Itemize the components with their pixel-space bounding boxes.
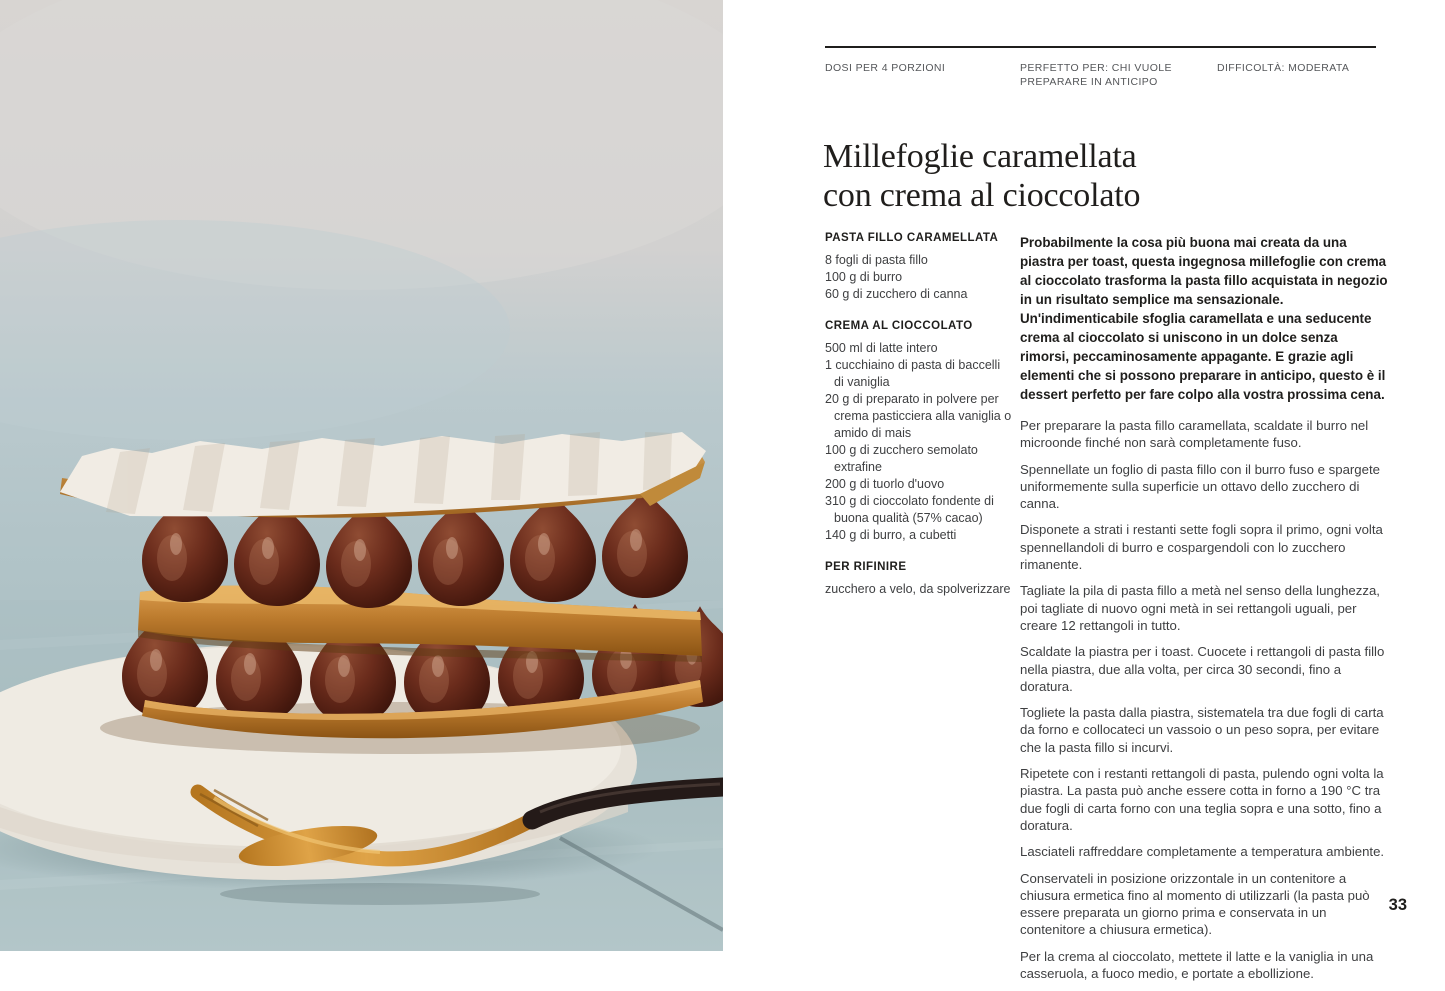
servings-label: DOSI PER 4 PORZIONI (825, 62, 946, 74)
ingredient-item: 140 g di burro, a cubetti (825, 528, 957, 542)
ingredient-section (825, 319, 1012, 544)
ingredient-items (825, 252, 1012, 303)
method-steps (1020, 417, 1388, 982)
ingredient-item: 20 g di preparato in polvere per crema pasticciera alla vaniglia o amido di mais (825, 392, 1012, 440)
recipe-intro: Probabilmente la cosa più buona mai creata da una piastra per toast, questa ingegnosa millefoglie con crema al cioccolato trasforma la pasta fillo acquistata in negozio in un risultato semplice ma sensazionale. Un'indimenticabile sfoglia caramellata e una seducente crema al cioccolato si uniscono in un dolce senza rimorsi, peccaminosamente appagante. E grazie agli elementi che si possono preparare in anticipo, questo è il dessert perfetto per fare colpo alla vostra prossima cena. (1020, 235, 1388, 402)
recipe-title-line1: Millefoglie caramellata (823, 138, 1137, 175)
method-step: Lasciateli raffreddare completamente a temperatura ambiente. (1020, 844, 1385, 860)
method-step: Ripetete con i restanti rettangoli di pasta, pulendo ogni volta la piastra. La pasta può anche essere cotta in forno a 190 °C tra due fogli di carta forno con una teglia sopra e una sotto, fino a doratura. (1020, 766, 1384, 833)
method-step: Per preparare la pasta fillo caramellata, scaldate il burro nel microonde finché non sarà completamente fuso. (1020, 418, 1369, 451)
recipe-title-line2: con crema al cioccolato (823, 176, 1141, 214)
method-step: Scaldate la piastra per i toast. Cuocete i rettangoli di pasta fillo nella piastra, due alla volta, per circa 30 secondi, fino a doratura. (1020, 644, 1385, 694)
method-step: Tagliate la pila di pasta fillo a metà nel senso della lunghezza, poi tagliate di nuovo ogni metà in sei rettangoli uguali, per creare 12 rettangoli in tutto. (1020, 583, 1380, 633)
ingredient-item: 8 fogli di pasta fillo (825, 253, 928, 267)
recipe-photo (0, 0, 723, 951)
ingredients-list (825, 231, 1012, 614)
ingredient-section-heading: CREMA AL CIOCCOLATO (825, 320, 973, 332)
method-step: Disponete a strati i restanti sette fogli sopra il primo, ogni volta spennellandoli di burro e cospargendoli con lo zucchero rimanente. (1020, 522, 1383, 573)
millefoglie-photo-illustration (0, 0, 723, 951)
header-rule (825, 46, 1376, 48)
method-column (1020, 233, 1388, 991)
ingredient-items (825, 581, 1012, 598)
ingredient-item: 310 g di cioccolato fondente di buona qualità (57% cacao) (825, 494, 994, 525)
ingredient-section (825, 231, 1012, 303)
ingredient-item: 60 g di zucchero di canna (825, 287, 968, 301)
ingredient-section-heading: PASTA FILLO CARAMELLATA (825, 232, 999, 244)
method-step: Per la crema al cioccolato, mettete il latte e la vaniglia in una casseruola, a fuoco medio, e portate a ebollizione. (1020, 948, 1374, 982)
ingredient-section-heading: PER RIFINIRE (825, 561, 907, 573)
recipe-page (723, 0, 1445, 982)
ingredient-item: 200 g di tuorlo d'uovo (825, 477, 945, 491)
ingredient-item: 100 g di burro (825, 270, 903, 284)
ingredient-item: 500 ml di latte intero (825, 341, 938, 355)
recipe-title (823, 138, 1383, 215)
method-step: Conservateli in posizione orizzontale in un contenitore a chiusura ermetica fino al momento di utilizzarli (la pasta può essere preparata un giorno prima e conservata in un contenitore a chiusura ermetica). (1020, 870, 1370, 938)
perfect-for-label: PERFETTO PER: CHI VUOLE PREPARARE IN ANTICIPO (1020, 62, 1172, 88)
ingredient-section (825, 560, 1012, 598)
ingredient-items (825, 340, 1012, 544)
ingredient-item: zucchero a velo, da spolverizzare (825, 582, 1011, 596)
method-step: Spennellate un foglio di pasta fillo con il burro fuso e spargete uniformemente sulla superficie un ottavo dello zucchero di canna. (1020, 461, 1380, 512)
ingredient-item: 100 g di zucchero semolato extrafine (825, 443, 978, 474)
difficulty-label: DIFFICOLTÀ: MODERATA (1217, 62, 1350, 74)
method-step: Togliete la pasta dalla piastra, sistematela tra due fogli di carta da forno e collocateci un vassoio o un peso sopra, per evitare che la pasta fillo si incurvi. (1020, 705, 1384, 755)
page-number: 33 (1388, 896, 1407, 914)
ingredient-item: 1 cucchiaino di pasta di baccelli di vaniglia (825, 358, 1001, 389)
